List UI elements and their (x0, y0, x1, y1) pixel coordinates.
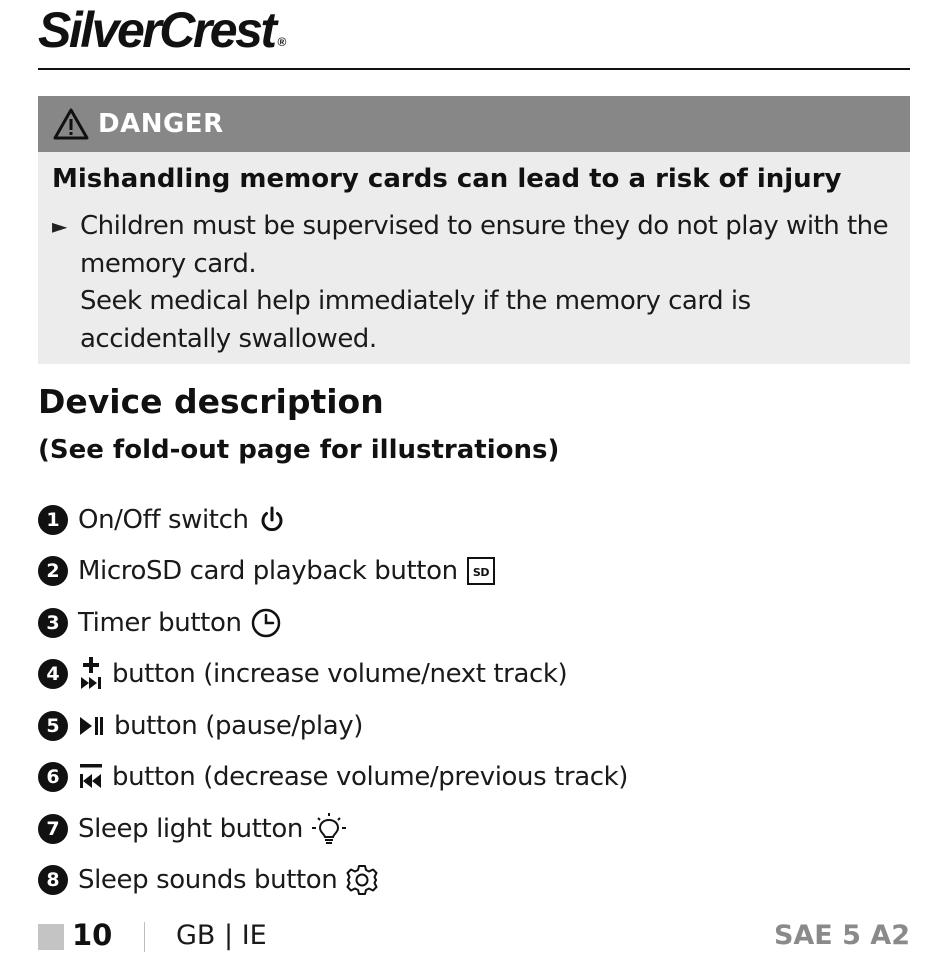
danger-text-line-1: Children must be supervised to ensure they do not play with the memory card. (80, 211, 889, 279)
warning-triangle-icon (52, 107, 90, 141)
section-title: Device description (38, 382, 384, 421)
item-label: Sleep light button (78, 813, 303, 844)
footer-marker (38, 924, 64, 950)
brand-logo (38, 2, 287, 58)
footer-divider (144, 922, 145, 952)
item-label: Sleep sounds button (78, 865, 338, 896)
number-badge: 7 (38, 814, 68, 844)
list-item (38, 855, 910, 907)
sd-card-icon-text: SD (472, 566, 489, 580)
list-item (38, 597, 910, 649)
list-item (38, 752, 910, 804)
number-badge: 4 (38, 659, 68, 689)
danger-text (52, 208, 902, 358)
bullet-arrow-icon: ► (52, 214, 68, 238)
sd-card-icon (466, 556, 496, 586)
item-label: MicroSD card playback button (78, 556, 458, 587)
page-number: 10 (72, 918, 113, 952)
lightbulb-icon (311, 812, 347, 846)
brand-name: SilverCrest (38, 2, 275, 58)
list-item (38, 546, 910, 598)
power-icon (257, 505, 287, 535)
model-number: SAE 5 A2 (773, 920, 910, 951)
number-badge: 3 (38, 608, 68, 638)
device-parts-list (38, 494, 910, 906)
country-codes: GB | IE (176, 920, 267, 951)
number-badge: 5 (38, 711, 68, 741)
number-badge: 1 (38, 505, 68, 535)
number-badge: 8 (38, 865, 68, 895)
minus-previous-icon (78, 762, 104, 792)
item-label: On/Off switch (78, 504, 249, 535)
number-badge: 6 (38, 762, 68, 792)
plus-next-icon (78, 656, 104, 692)
item-label: button (increase volume/next track) (112, 659, 568, 690)
danger-heading: Mishandling memory cards can lead to a risk of injury (52, 164, 842, 194)
section-subtitle: (See fold-out page for illustrations) (38, 435, 560, 465)
list-item (38, 700, 910, 752)
list-item (38, 803, 910, 855)
list-item (38, 649, 910, 701)
item-label: Timer button (78, 607, 242, 638)
danger-box (38, 96, 910, 364)
item-label: button (pause/play) (114, 710, 363, 741)
play-pause-icon (78, 714, 106, 738)
number-badge: 2 (38, 556, 68, 586)
danger-text-line-2: Seek medical help immediately if the memory card is accidentally swallowed. (80, 286, 751, 354)
registered-mark: ® (277, 35, 287, 49)
header-rule (38, 68, 910, 70)
danger-header (38, 96, 910, 152)
danger-label: DANGER (98, 109, 224, 139)
gear-icon (345, 863, 379, 897)
list-item (38, 494, 910, 546)
clock-icon (250, 607, 282, 639)
item-label: button (decrease volume/previous track) (112, 762, 629, 793)
